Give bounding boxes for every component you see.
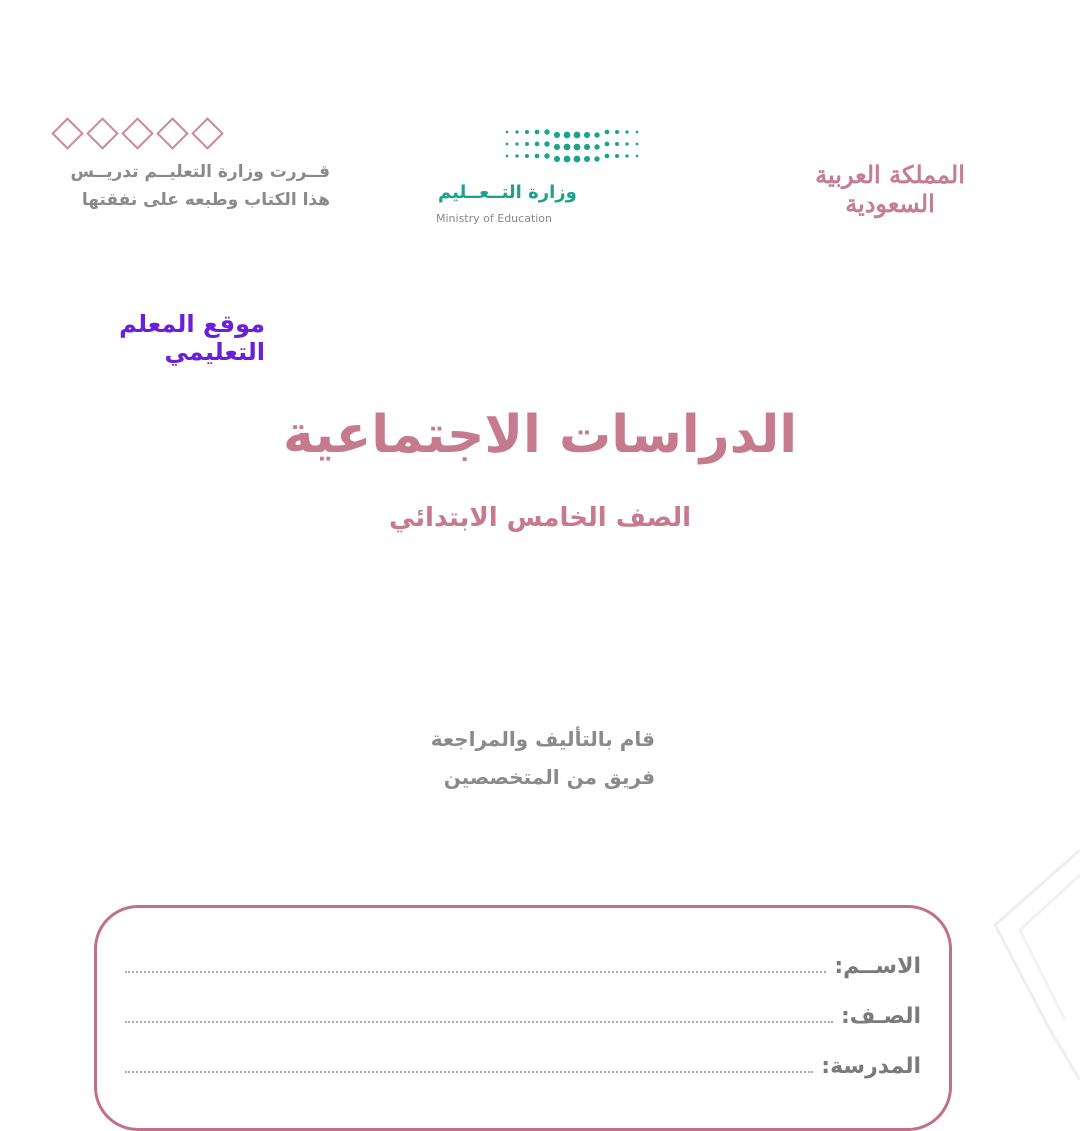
- logo-dot: [564, 132, 571, 139]
- logo-dot: [506, 155, 509, 158]
- name-label: الاســم:: [834, 954, 921, 979]
- logo-dot: [554, 132, 560, 138]
- logo-dot: [525, 130, 529, 134]
- name-field[interactable]: [125, 953, 921, 979]
- logo-dot: [636, 143, 639, 146]
- logo-dot: [584, 144, 590, 150]
- logo-dot: [535, 142, 540, 147]
- logo-dot: [615, 130, 619, 134]
- decorative-diamonds: [52, 118, 223, 149]
- name-line[interactable]: [125, 953, 826, 973]
- class-field[interactable]: [125, 1003, 921, 1029]
- class-label: الصـف:: [841, 1004, 921, 1029]
- logo-dot: [535, 154, 540, 159]
- logo-dot: [564, 156, 571, 163]
- decree-line-1: قــررت وزارة التعليــم تدريــس: [70, 162, 330, 182]
- logo-dot: [506, 143, 509, 146]
- kingdom-calligraphy-logo: المملكة العربية السعودية: [815, 160, 965, 218]
- logo-dot: [625, 130, 628, 133]
- school-line[interactable]: [125, 1053, 813, 1073]
- logo-dot: [564, 144, 571, 151]
- ministry-name-arabic: وزارة التــعــليم: [438, 182, 577, 203]
- logo-dot: [625, 154, 628, 157]
- ministry-name-english: Ministry of Education: [436, 212, 553, 225]
- logo-dot: [594, 156, 599, 161]
- logo-dot: [525, 142, 529, 146]
- logo-dot: [594, 144, 599, 149]
- diamond-icon: [156, 117, 189, 150]
- logo-dot: [594, 132, 599, 137]
- authors-line-1: قام بالتأليف والمراجعة: [430, 727, 655, 751]
- authors-credit: [300, 720, 655, 796]
- logo-dot: [615, 142, 619, 146]
- moe-dots-logo-icon: [502, 126, 642, 168]
- book-title: الدراسات الاجتماعية: [282, 405, 798, 465]
- logo-dot: [584, 156, 590, 162]
- logo-dot: [515, 154, 518, 157]
- diamond-icon: [86, 117, 119, 150]
- book-grade: الصف الخامس الابتدائي: [388, 503, 692, 533]
- logo-dot: [574, 144, 581, 151]
- logo-dot: [554, 144, 560, 150]
- logo-dot: [584, 132, 590, 138]
- authors-line-2: فريق من المتخصصين: [443, 765, 655, 789]
- decorative-chevrons: [990, 830, 1080, 1080]
- logo-dot: [544, 141, 549, 146]
- logo-dot: [574, 156, 581, 163]
- logo-dot: [544, 129, 549, 134]
- student-info-box: [94, 905, 952, 1131]
- logo-dot: [535, 130, 540, 135]
- site-watermark: موقع المعلم التعليمي: [119, 310, 265, 366]
- school-field[interactable]: [125, 1053, 921, 1079]
- ministry-of-education-logo: [430, 120, 650, 230]
- logo-dot: [615, 154, 619, 158]
- diamond-icon: [51, 117, 84, 150]
- class-line[interactable]: [125, 1003, 833, 1023]
- logo-dot: [525, 154, 529, 158]
- ministry-decree: [40, 158, 330, 214]
- logo-dot: [605, 142, 610, 147]
- decree-line-2: هذا الكتاب وطبعه على نفقتها: [81, 190, 330, 210]
- logo-dot: [515, 142, 518, 145]
- logo-dot: [636, 155, 639, 158]
- logo-dot: [515, 130, 518, 133]
- diamond-icon: [121, 117, 154, 150]
- logo-dot: [605, 130, 610, 135]
- logo-dot: [605, 154, 610, 159]
- diamond-icon: [191, 117, 224, 150]
- logo-dot: [574, 132, 581, 139]
- logo-dot: [506, 131, 509, 134]
- logo-dot: [625, 142, 628, 145]
- logo-dot: [554, 156, 560, 162]
- logo-dot: [544, 153, 549, 158]
- school-label: المدرسة:: [821, 1054, 921, 1079]
- logo-dot: [636, 131, 639, 134]
